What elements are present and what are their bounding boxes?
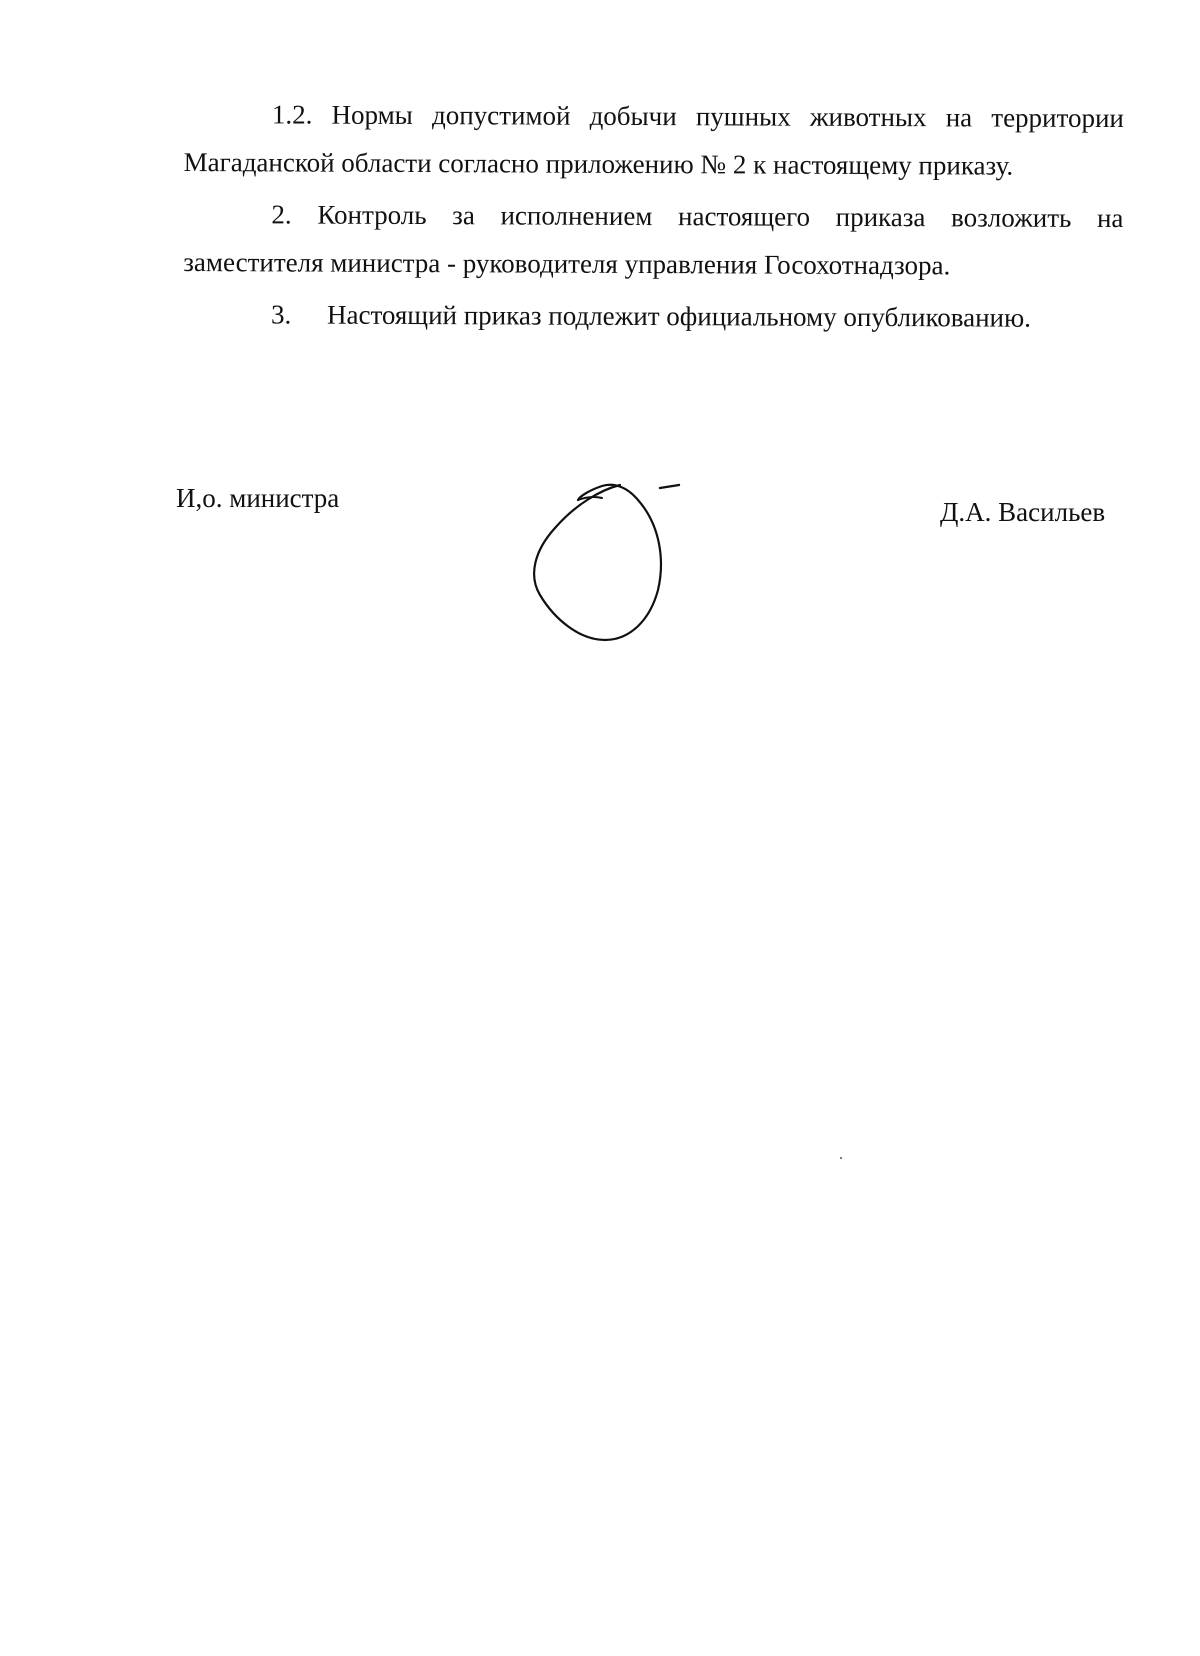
paragraph-3 — [183, 290, 1123, 342]
paragraph-1-2-line-2: Магаданской области согласно приложению № 2 к настоящему приказу. — [183, 146, 1014, 181]
document-body — [183, 90, 1124, 342]
paragraph-3-text: Настоящий приказ подлежит официальному опубликованию. — [326, 299, 1032, 333]
paragraph-2 — [183, 190, 1123, 290]
paragraph-2-line-1: 2. Контроль за исполнением настоящего приказа возложить на — [271, 199, 1124, 234]
paragraph-3-number: 3. — [270, 299, 292, 330]
signatory-name: Д.А. Васильев — [940, 497, 1106, 527]
paragraph-2-line-2: заместителя министра - руководителя управления Госохотнадзора. — [183, 246, 951, 281]
signatory-title: И,о. министра — [176, 483, 340, 513]
scan-speck — [840, 1157, 842, 1159]
paragraph-1-2 — [184, 90, 1124, 190]
handwritten-signature — [520, 470, 710, 650]
paragraph-1-2-line-1: 1.2. Нормы допустимой добычи пушных животных на территории — [271, 99, 1124, 134]
